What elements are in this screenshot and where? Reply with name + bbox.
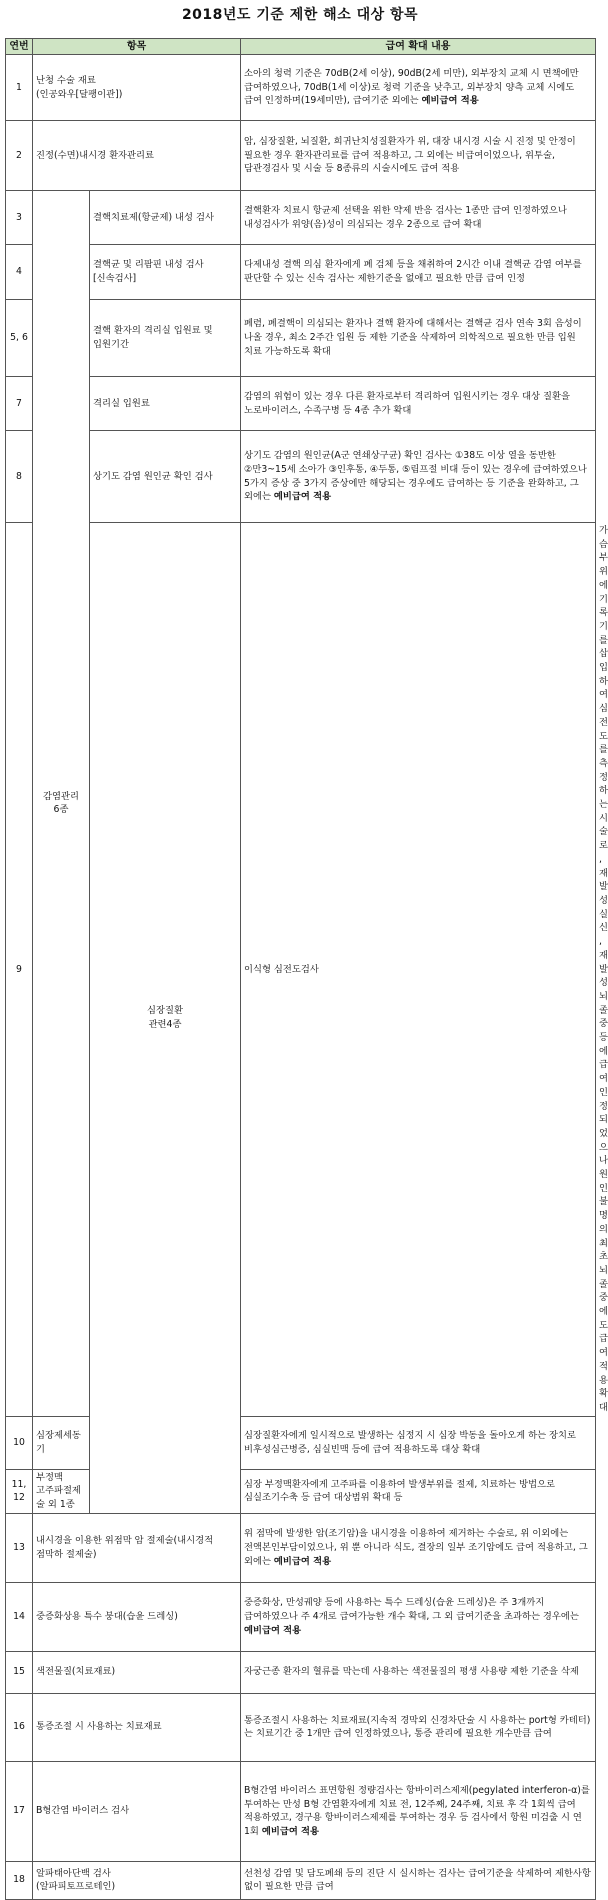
group-label: 심장질환 관련4종 [90,523,241,1514]
header-desc: 급여 확대 내용 [241,39,596,55]
benefit-expansion-table [5,38,608,1900]
benefit-emphasis: 예비급여 적용 [273,1555,332,1567]
row-no: 7 [6,377,33,431]
row-desc: 소아의 청력 기준은 70dB(2세 이상), 90dB(2세 미만), 외부장치 교체 시 면책에만 급여하였으나, 70dB(1세 이상)로 청력 기준을 낮추고, 외부장치 양측 교체 시에도 급여 인정하며(19세미만), 급여기준 외에는 예비급여 적용 [241,55,596,121]
page-title: 2018년도 기준 제한 해소 대상 항목 [181,7,419,23]
row-no: 17 [6,1761,33,1861]
row-desc: 감염의 위험이 있는 경우 다른 환자로부터 격리하여 입원시키는 경우 대상 질환을 노로바이러스, 수족구병 등 4종 추가 확대 [241,377,596,431]
table-row [6,377,596,431]
row-item: 상기도 감염 원인균 확인 검사 [90,431,241,523]
row-item: 격리실 입원료 [90,377,241,431]
row-item: 이식형 심전도검사 [241,523,596,1417]
row-no: 14 [6,1582,33,1651]
row-no: 1 [6,55,33,121]
row-desc: 자궁근종 환자의 혈류를 막는데 사용하는 색전물질의 평생 사용량 제한 기준을 삭제 [241,1651,596,1693]
benefit-emphasis: 예비급여 적용 [421,95,479,107]
row-no: 16 [6,1693,33,1761]
row-item: 내시경을 이용한 위점막 암 절제술(내시경적 점막하 절제술) [33,1513,241,1582]
row-item: 난청 수술 재료 (인공와우[달팽이관]) [33,55,241,121]
table-row [6,1761,596,1861]
row-no: 3 [6,191,33,245]
row-desc: 폐렴, 폐결핵이 의심되는 환자나 결핵 환자에 대해서는 결핵균 검사 연속 3회 음성이 나올 경우, 최소 2주간 입원 등 제한 기준을 삭제하여 의학적으로 필요한 만큼 입원 치료 가능하도록 확대 [241,300,596,377]
row-desc: 상기도 감염의 원인균(A군 연쇄상구균) 확인 검사는 ①38도 이상 열을 동반한 ②만3~15세 소아가 ③인후통, ④두통, ⑤림프절 비대 등이 있는 경우에 급여하였으나 5가지 증상 중 3가지 증상에만 해당되는 경우에도 급여하는 등 기준을 완화하고, 그 외에는 예비급여 적용 [241,431,596,523]
row-no: 4 [6,245,33,300]
row-desc: 결핵환자 치료시 항균제 선택을 위한 약제 반응 검사는 1종만 급여 인정하였으나 내성검사가 위양(음)성이 의심되는 경우 2종으로 급여 확대 [241,191,596,245]
table-row: 9 심장질환 관련4종 이식형 심전도검사 가슴부위에 기록기를 삽입하여 심전도를 측정하는 시술로, 재발성 실신, 재발성 뇌졸중 등에 급여 인정되었으나 원인불명의 최초 뇌졸중에도 급여 적용 확대 [6,523,596,1417]
row-item: 통증조절 시 사용하는 치료재료 [33,1693,241,1761]
row-no: 11, 12 [6,1469,33,1513]
row-no: 8 [6,431,33,523]
row-item: 심장제세동기 [33,1416,90,1469]
row-no: 13 [6,1513,33,1582]
row-desc: 심장 부정맥환자에게 고주파를 이용하여 발생부위를 절제, 치료하는 방법으로 심실조기수축 등 급여 대상범위 확대 등 [241,1469,596,1513]
benefit-emphasis: 예비급여 적용 [273,491,332,503]
row-no: 2 [6,121,33,191]
row-desc: 암, 심장질환, 뇌질환, 희귀난치성질환자가 위, 대장 내시경 시술 시 진정 및 안정이 필요한 경우 환자관리료를 급여 적용하고, 그 외에는 비급여이었으나, 위투술, 담관경검사 및 시술 등 8종류의 시술시에도 급여 적용 [241,121,596,191]
table-header-row [6,39,596,55]
row-desc: 위 점막에 발생한 암(조기암)을 내시경을 이용하여 제거하는 수술로, 위 이외에는 전액본인부담이었으나, 위 뿐 아니라 식도, 결장의 일부 조기암에도 급여 적용하고, 그 외에는 예비급여 적용 [241,1513,596,1582]
table-row [6,1651,596,1693]
row-no: 18 [6,1861,33,1899]
row-desc: 선천성 감염 및 담도폐쇄 등의 진단 시 실시하는 검사는 급여기준을 삭제하여 제한사항 없이 필요한 만큼 급여 [241,1861,596,1899]
row-item: 중증화상용 특수 붕대(습윤 드레싱) [33,1582,241,1651]
row-item: 결핵균 및 리팜핀 내성 검사[신속검사] [90,245,241,300]
row-item: B형간염 바이러스 검사 [33,1761,241,1861]
row-desc: 다제내성 결핵 의심 환자에게 폐 검체 등을 채취하여 2시간 이내 결핵균 감염 여부를 판단할 수 있는 신속 검사는 제한기준을 없애고 필요한 만큼 급여 인정 [241,245,596,300]
row-desc: 심장질환자에게 일시적으로 발생하는 심정지 시 심장 박동을 돌아오게 하는 장치로 비후성심근병증, 심실빈맥 등에 급여 적용하도록 대상 확대 [241,1416,596,1469]
table-row [6,1861,596,1899]
benefit-emphasis: 예비급여 적용 [244,1624,302,1636]
row-desc: 통증조절시 사용하는 치료재료(지속적 경막외 신경차단술 시 사용하는 port형 카테터)는 치료기간 중 1개만 급여 인정하였으나, 통증 관리에 필요한 개수만큼 급여 [241,1693,596,1761]
row-item: 결핵치료제(항균제) 내성 검사 [90,191,241,245]
row-item: 진정(수면)내시경 환자관리료 [33,121,241,191]
table-row [6,1693,596,1761]
table-row [6,1582,596,1651]
row-item: 결핵 환자의 격리실 입원료 및 입원기간 [90,300,241,377]
table-row [6,191,596,245]
row-desc: 중증화상, 만성궤양 등에 사용하는 특수 드레싱(습윤 드레싱)은 주 3개까지 급여하였으나 주 4개로 급여가능한 개수 확대, 그 외 급여기준을 초과하는 경우에는 예비급여 적용 [241,1582,596,1651]
row-no: 9 [6,523,33,1417]
benefit-emphasis: 예비급여 적용 [261,1826,319,1838]
row-item: 색전물질(치료재료) [33,1651,241,1693]
row-no: 5, 6 [6,300,33,377]
header-no: 연번 [6,39,33,55]
row-no: 15 [6,1651,33,1693]
row-no: 10 [6,1416,33,1469]
row-item: 알파태아단백 검사 (알파피토프로테인) [33,1861,241,1899]
table-row [6,55,596,121]
header-item: 항목 [33,39,241,55]
table-row [6,300,596,377]
group-label: 감염관리 6종 [33,191,90,1417]
table-row [6,1513,596,1582]
row-item: 부정맥 고주파절제술 외 1종 [33,1469,90,1513]
row-desc: B형간염 바이러스 표면항원 정량검사는 항바이러스제제(pegylated interferon-α)를 투여하는 만성 B형 간염환자에게 치료 전, 12주째, 24주째, 치료 후 각 1회씩 급여 적용하였고, 경구용 항바이러스제제를 투여하는 경우 등 검사에서 항원 미검출 시 연 1회 예비급여 적용 [241,1761,596,1861]
table-row [6,245,596,300]
table-row [6,121,596,191]
table-row [6,431,596,523]
